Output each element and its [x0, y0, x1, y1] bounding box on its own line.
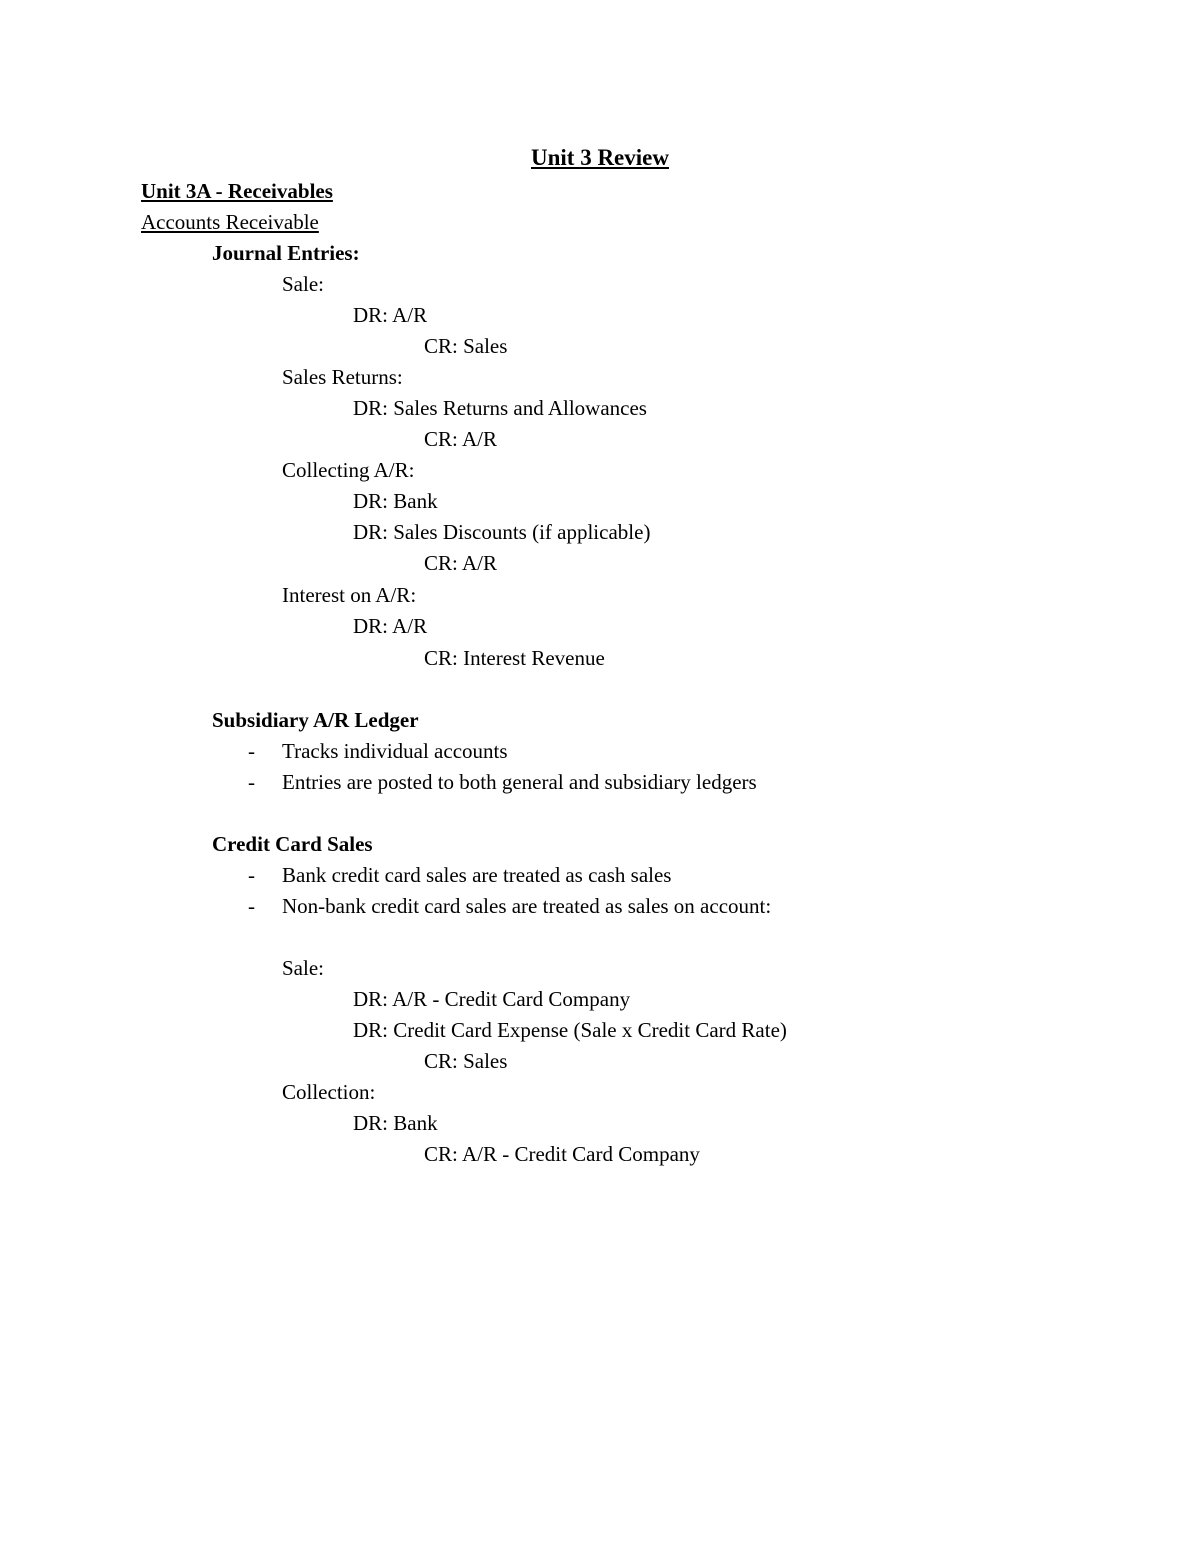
- interest-debit: DR: A/R: [353, 614, 428, 638]
- bullet-dash: -: [248, 770, 255, 794]
- subsidiary-heading: Subsidiary A/R Ledger: [212, 708, 419, 732]
- cc-sale-label: Sale:: [282, 956, 324, 980]
- collecting-credit: CR: A/R: [424, 551, 497, 575]
- cc-sale-debit-ar: DR: A/R - Credit Card Company: [353, 987, 631, 1011]
- subsidiary-bullet: Entries are posted to both general and subsidiary ledgers: [282, 770, 757, 794]
- section-subheading: Accounts Receivable: [141, 210, 319, 234]
- cc-sale-debit-expense: DR: Credit Card Expense (Sale x Credit Card Rate): [353, 1018, 787, 1042]
- returns-credit: CR: A/R: [424, 427, 497, 451]
- interest-credit: CR: Interest Revenue: [424, 646, 605, 670]
- subsidiary-bullet: Tracks individual accounts: [282, 739, 508, 763]
- cc-collection-debit: DR: Bank: [353, 1111, 438, 1135]
- sale-label: Sale:: [282, 272, 324, 296]
- interest-label: Interest on A/R:: [282, 583, 417, 607]
- returns-label: Sales Returns:: [282, 365, 403, 389]
- sale-debit: DR: A/R: [353, 303, 428, 327]
- collecting-debit-bank: DR: Bank: [353, 489, 438, 513]
- collecting-label: Collecting A/R:: [282, 458, 415, 482]
- credit-card-heading: Credit Card Sales: [212, 832, 373, 856]
- cc-sale-credit: CR: Sales: [424, 1049, 508, 1073]
- bullet-dash: -: [248, 863, 255, 887]
- journal-entries-heading: Journal Entries:: [212, 241, 360, 265]
- page-title: Unit 3 Review: [531, 145, 669, 170]
- credit-card-bullet: Non-bank credit card sales are treated as sales on account:: [282, 894, 772, 918]
- credit-card-bullet: Bank credit card sales are treated as cash sales: [282, 863, 672, 887]
- bullet-dash: -: [248, 894, 255, 918]
- bullet-dash: -: [248, 739, 255, 763]
- sale-credit: CR: Sales: [424, 334, 508, 358]
- collecting-debit-discounts: DR: Sales Discounts (if applicable): [353, 520, 651, 544]
- section-heading: Unit 3A - Receivables: [141, 179, 333, 203]
- returns-debit: DR: Sales Returns and Allowances: [353, 396, 647, 420]
- cc-collection-credit: CR: A/R - Credit Card Company: [424, 1142, 700, 1166]
- cc-collection-label: Collection:: [282, 1080, 376, 1104]
